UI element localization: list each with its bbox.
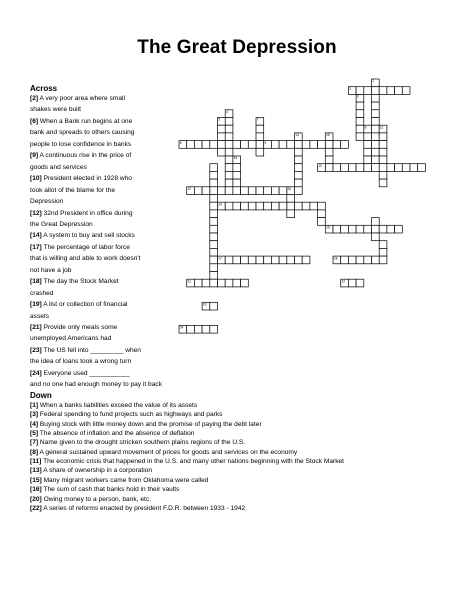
grid-cell[interactable] <box>372 94 380 102</box>
grid-cell[interactable] <box>356 133 364 141</box>
grid-cell[interactable] <box>202 187 210 195</box>
grid-clue-number: 4 <box>226 110 228 114</box>
clue-number: [21] <box>30 324 42 331</box>
grid-cell[interactable] <box>233 164 241 172</box>
grid-cell[interactable] <box>302 256 310 264</box>
grid-cell[interactable] <box>356 225 364 233</box>
clue-text: The percentage of labor force <box>41 243 130 251</box>
clue-number: [7] <box>30 439 39 447</box>
clue-text: Owing money to a person, bank, etc. <box>41 495 151 503</box>
page-title: The Great Depression <box>137 37 337 58</box>
grid-cell[interactable] <box>372 133 380 141</box>
grid-cell[interactable] <box>225 156 233 164</box>
grid-cell[interactable] <box>395 87 403 95</box>
grid-clue-number: 14 <box>218 202 222 207</box>
grid-cell[interactable] <box>210 195 218 203</box>
grid-cell[interactable] <box>233 141 241 149</box>
grid-cell[interactable] <box>325 164 333 172</box>
grid-cell[interactable] <box>302 141 310 149</box>
grid-cell[interactable] <box>325 148 333 156</box>
grid-cell[interactable] <box>287 141 295 149</box>
grid-cell[interactable] <box>341 141 349 149</box>
clue-text: the Great Depression <box>30 220 93 228</box>
grid-cell[interactable] <box>271 141 279 149</box>
grid-cell[interactable] <box>341 256 349 264</box>
grid-cell[interactable] <box>379 225 387 233</box>
grid-clue-number: 5 <box>218 117 221 122</box>
grid-cell[interactable] <box>364 256 372 264</box>
grid-cell[interactable] <box>379 141 387 149</box>
grid-clue-number: 20 <box>287 187 292 191</box>
grid-cell[interactable] <box>356 125 364 133</box>
grid-cell[interactable] <box>295 148 303 156</box>
grid-cell[interactable] <box>364 148 372 156</box>
grid-cell[interactable] <box>372 110 380 118</box>
clue-number: [4] <box>30 420 39 428</box>
grid-cell[interactable] <box>295 156 303 164</box>
grid-cell[interactable] <box>356 279 364 287</box>
grid-cell[interactable] <box>210 272 218 280</box>
clue-text: crashed <box>30 289 54 297</box>
grid-cell[interactable] <box>356 87 364 95</box>
grid-cell[interactable] <box>395 225 403 233</box>
grid-cell[interactable] <box>318 202 326 210</box>
clue-text: A very poor area where small <box>38 95 125 102</box>
grid-cell[interactable] <box>256 202 264 210</box>
clue-number: [3] <box>30 411 39 419</box>
clue-text: The absence of inflation and the absence of deflation <box>38 430 195 438</box>
grid-cell[interactable] <box>256 141 264 149</box>
grid-cell[interactable] <box>364 133 372 141</box>
grid-cell[interactable] <box>402 87 410 95</box>
grid-cell[interactable] <box>210 141 218 149</box>
grid-cell[interactable] <box>356 256 364 264</box>
grid-clue-number: 17 <box>218 256 222 261</box>
clue-number: [20] <box>30 495 42 503</box>
grid-cell[interactable] <box>333 164 341 172</box>
clue-text: and no one had enough money to pay it back <box>30 381 162 389</box>
grid-cell[interactable] <box>387 87 395 95</box>
grid-cell[interactable] <box>287 210 295 218</box>
grid-cell[interactable] <box>248 256 256 264</box>
grid-cell[interactable] <box>256 133 264 141</box>
grid-cell[interactable] <box>387 164 395 172</box>
grid-cell[interactable] <box>348 256 356 264</box>
grid-clue-number: 21 <box>187 279 192 284</box>
grid-cell[interactable] <box>372 233 380 241</box>
grid-cell[interactable] <box>348 225 356 233</box>
grid-clue-number: 7 <box>256 117 259 122</box>
clue-text: not have a job <box>30 266 72 274</box>
clue-number: [14] <box>30 232 42 240</box>
grid-cell[interactable] <box>372 218 380 226</box>
grid-cell[interactable] <box>372 87 380 95</box>
grid-clue-number: 3 <box>356 94 359 99</box>
grid-cell[interactable] <box>225 171 233 179</box>
grid-cell[interactable] <box>402 164 410 172</box>
grid-cell[interactable] <box>202 279 210 287</box>
grid-cell[interactable] <box>341 164 349 172</box>
grid-cell[interactable] <box>241 279 249 287</box>
grid-cell[interactable] <box>295 256 303 264</box>
grid-cell[interactable] <box>225 148 233 156</box>
grid-cell[interactable] <box>364 164 372 172</box>
grid-cell[interactable] <box>325 141 333 149</box>
grid-cell[interactable] <box>379 156 387 164</box>
grid-cell[interactable] <box>379 179 387 187</box>
grid-clue-number: 15 <box>326 133 330 138</box>
grid-cell[interactable] <box>372 225 380 233</box>
grid-cell[interactable] <box>295 179 303 187</box>
grid-cell[interactable] <box>318 141 326 149</box>
grid-cell[interactable] <box>379 164 387 172</box>
grid-cell[interactable] <box>333 141 341 149</box>
clue-text: bank and spreads to others causing <box>30 129 135 137</box>
grid-cell[interactable] <box>372 141 380 149</box>
grid-cell[interactable] <box>210 187 218 195</box>
grid-cell[interactable] <box>287 256 295 264</box>
grid-clue-number: 13 <box>295 133 299 138</box>
clue-text: that is willing and able to work doesn't <box>30 255 141 263</box>
clue-number: [9] <box>30 152 39 160</box>
grid-cell[interactable] <box>233 256 241 264</box>
clue-text: Buying stock with little money down and the promise of paying the debt later <box>38 420 262 428</box>
grid-cell[interactable] <box>379 248 387 256</box>
grid-cell[interactable] <box>210 171 218 179</box>
grid-cell[interactable] <box>210 302 218 310</box>
clue-number: [15] <box>30 476 42 484</box>
grid-clue-number: 19 <box>326 225 330 230</box>
clue-text: took allot of the blame for the <box>30 186 116 194</box>
grid-cell[interactable] <box>341 225 349 233</box>
grid-cell[interactable] <box>356 110 364 118</box>
grid-cell[interactable] <box>210 264 218 272</box>
clue-text: When a banks liabilities exceed the value of its assets <box>38 402 198 409</box>
grid-cell[interactable] <box>210 233 218 241</box>
grid-cell[interactable] <box>348 164 356 172</box>
grid-clue-number: 18 <box>333 256 338 261</box>
grid-cell[interactable] <box>194 187 202 195</box>
clue-text: people to lose confidence in banks <box>30 140 132 148</box>
grid-cell[interactable] <box>218 187 226 195</box>
grid-clue-number: 22 <box>341 279 346 284</box>
grid-cell[interactable] <box>325 156 333 164</box>
clue-text: A series of reforms enacted by president F.D.R. between 1933 - 1942 <box>41 504 246 512</box>
clue-text: unemployed Americans had <box>30 335 112 343</box>
clue-number: [2] <box>30 95 39 102</box>
clue-text: The day the Stock Market <box>41 278 119 286</box>
grid-cell[interactable] <box>318 218 326 226</box>
clue-number: [22] <box>30 504 42 512</box>
grid-cell[interactable] <box>218 141 226 149</box>
grid-cell[interactable] <box>210 210 218 218</box>
clue-number: [1] <box>30 402 39 409</box>
grid-cell[interactable] <box>310 141 318 149</box>
clue-number: [11] <box>30 458 42 466</box>
grid-cell[interactable] <box>379 241 387 249</box>
grid-cell[interactable] <box>271 256 279 264</box>
grid-cell[interactable] <box>295 141 303 149</box>
grid-cell[interactable] <box>210 179 218 187</box>
grid-cell[interactable] <box>410 164 418 172</box>
grid-cell[interactable] <box>348 279 356 287</box>
grid-clue-number: 16 <box>233 156 238 161</box>
grid-clue-number: 23 <box>202 302 207 307</box>
clue-text: assets <box>30 312 50 320</box>
grid-cell[interactable] <box>364 156 372 164</box>
grid-cell[interactable] <box>210 164 218 172</box>
clue-text: A continuous rise in the price of <box>38 152 132 160</box>
grid-cell[interactable] <box>187 325 195 333</box>
grid-cell[interactable] <box>372 118 380 126</box>
grid-clue-number: 11 <box>380 125 384 130</box>
grid-clue-number: 2 <box>349 86 351 91</box>
grid-cell[interactable] <box>364 87 372 95</box>
grid-cell[interactable] <box>248 141 256 149</box>
grid-cell[interactable] <box>210 202 218 210</box>
clue-number: [8] <box>30 448 39 456</box>
clue-text: Depression <box>30 198 64 206</box>
clue-number: [10] <box>30 175 42 183</box>
grid-cell[interactable] <box>210 279 218 287</box>
grid-cell[interactable] <box>225 256 233 264</box>
grid-cell[interactable] <box>379 148 387 156</box>
grid-cell[interactable] <box>372 148 380 156</box>
grid-cell[interactable] <box>225 125 233 133</box>
grid-cell[interactable] <box>210 225 218 233</box>
clue-text: the idea of loans took a wrong turn <box>30 358 132 366</box>
grid-clue-number: 24 <box>179 325 184 330</box>
grid-cell[interactable] <box>233 171 241 179</box>
grid-clue-number: 9 <box>264 140 267 145</box>
grid-cell[interactable] <box>256 256 264 264</box>
grid-cell[interactable] <box>418 164 426 172</box>
grid-cell[interactable] <box>233 179 241 187</box>
across-heading: Across <box>30 84 58 93</box>
grid-cell[interactable] <box>287 202 295 210</box>
grid-cell[interactable] <box>225 202 233 210</box>
grid-cell[interactable] <box>233 279 241 287</box>
clue-number: [24] <box>30 369 42 377</box>
grid-cell[interactable] <box>295 164 303 172</box>
grid-cell[interactable] <box>210 241 218 249</box>
grid-cell[interactable] <box>210 218 218 226</box>
grid-cell[interactable] <box>225 141 233 149</box>
grid-cell[interactable] <box>271 187 279 195</box>
grid-cell[interactable] <box>241 202 249 210</box>
grid-cell[interactable] <box>364 141 372 149</box>
grid-cell[interactable] <box>210 248 218 256</box>
grid-cell[interactable] <box>395 164 403 172</box>
grid-cell[interactable] <box>202 141 210 149</box>
grid-cell[interactable] <box>264 202 272 210</box>
grid-cell[interactable] <box>210 325 218 333</box>
grid-cell[interactable] <box>241 141 249 149</box>
clue-text: shakes were built <box>30 106 81 114</box>
grid-cell[interactable] <box>372 256 380 264</box>
grid-cell[interactable] <box>202 325 210 333</box>
grid-cell[interactable] <box>256 148 264 156</box>
grid-cell[interactable] <box>387 225 395 233</box>
grid-cell[interactable] <box>264 256 272 264</box>
grid-cell[interactable] <box>218 133 226 141</box>
grid-cell[interactable] <box>218 148 226 156</box>
clue-text: Everyone used ___________ <box>41 369 130 377</box>
clue-text: goods and services <box>30 163 87 171</box>
grid-cell[interactable] <box>248 187 256 195</box>
grid-cell[interactable] <box>218 125 226 133</box>
clue-number: [12] <box>30 209 42 217</box>
grid-cell[interactable] <box>279 187 287 195</box>
grid-cell[interactable] <box>372 102 380 110</box>
grid-cell[interactable] <box>225 133 233 141</box>
grid-cell[interactable] <box>225 187 233 195</box>
grid-cell[interactable] <box>356 164 364 172</box>
clue-text: The economic crisis that happened in the U.S. and many other nations beginning with the Stock Market <box>41 458 345 466</box>
grid-cell[interactable] <box>364 225 372 233</box>
clue-text: A general sustained upward movement of prices for goods and services on the economy <box>38 448 298 456</box>
down-heading: Down <box>30 391 52 400</box>
clue-number: [6] <box>30 117 39 125</box>
grid-cell[interactable] <box>264 187 272 195</box>
clue-number: [16] <box>30 486 42 494</box>
grid-cell[interactable] <box>248 202 256 210</box>
grid-cell[interactable] <box>379 87 387 95</box>
clue-text: Name given to the drought stricken southern plains regions of the U.S. <box>38 439 246 447</box>
grid-cell[interactable] <box>295 202 303 210</box>
grid-cell[interactable] <box>279 141 287 149</box>
grid-cell[interactable] <box>379 133 387 141</box>
clue-text: A system to buy and sell stocks <box>41 232 135 240</box>
clue-text: Provide only meals some <box>41 324 118 331</box>
grid-cell[interactable] <box>372 164 380 172</box>
grid-cell[interactable] <box>295 187 303 195</box>
grid-cell[interactable] <box>218 279 226 287</box>
grid-clue-number: 12 <box>187 187 192 191</box>
grid-cell[interactable] <box>225 118 233 126</box>
clue-number: [19] <box>30 301 42 309</box>
grid-cell[interactable] <box>310 202 318 210</box>
clue-number: [23] <box>30 346 42 354</box>
grid-cell[interactable] <box>241 187 249 195</box>
grid-cell[interactable] <box>372 156 380 164</box>
grid-cell[interactable] <box>256 187 264 195</box>
clue-text: When a Bank run begins at one <box>38 117 133 125</box>
clue-number: [13] <box>30 467 42 475</box>
grid-cell[interactable] <box>279 202 287 210</box>
grid-cell[interactable] <box>302 202 310 210</box>
grid-cell[interactable] <box>194 325 202 333</box>
grid-cell[interactable] <box>225 279 233 287</box>
grid-cell[interactable] <box>241 256 249 264</box>
grid-cell[interactable] <box>295 171 303 179</box>
grid-cell[interactable] <box>210 256 218 264</box>
clue-text: A share of ownership in a corporation <box>41 467 153 475</box>
grid-cell[interactable] <box>372 125 380 133</box>
grid-cell[interactable] <box>194 141 202 149</box>
grid-clue-number: 8 <box>364 125 367 130</box>
clue-text: A list or collection of financial <box>41 301 128 309</box>
grid-cell[interactable] <box>356 118 364 126</box>
grid-clue-number: 6 <box>179 140 182 145</box>
grid-cell[interactable] <box>318 210 326 218</box>
clue-number: [17] <box>30 243 42 251</box>
grid-cell[interactable] <box>256 125 264 133</box>
grid-cell[interactable] <box>379 171 387 179</box>
grid-cell[interactable] <box>379 256 387 264</box>
clue-number: [5] <box>30 430 39 438</box>
clue-text: Federal spending to fund projects such as highways and parks <box>38 411 223 419</box>
clue-text: The sum of cash that banks hold in their vaults <box>41 486 180 494</box>
clue-text: Many migrant workers came from Oklahoma were called <box>41 476 209 484</box>
grid-clue-number: 10 <box>318 163 322 168</box>
grid-cell[interactable] <box>271 202 279 210</box>
grid-cell[interactable] <box>187 141 195 149</box>
grid-cell[interactable] <box>194 279 202 287</box>
grid-cell[interactable] <box>279 256 287 264</box>
grid-cell[interactable] <box>356 102 364 110</box>
grid-cell[interactable] <box>287 195 295 203</box>
clue-number: [18] <box>30 278 42 286</box>
grid-cell[interactable] <box>233 202 241 210</box>
clue-text: 32nd President in office during <box>41 209 133 217</box>
grid-cell[interactable] <box>225 179 233 187</box>
grid-cell[interactable] <box>233 187 241 195</box>
grid-clue-number: 1 <box>372 79 375 84</box>
grid-cell[interactable] <box>225 164 233 172</box>
grid-cell[interactable] <box>333 225 341 233</box>
clue-text: The US fell into _________ when <box>41 346 141 354</box>
clue-text: President elected in 1928 who <box>41 175 132 183</box>
